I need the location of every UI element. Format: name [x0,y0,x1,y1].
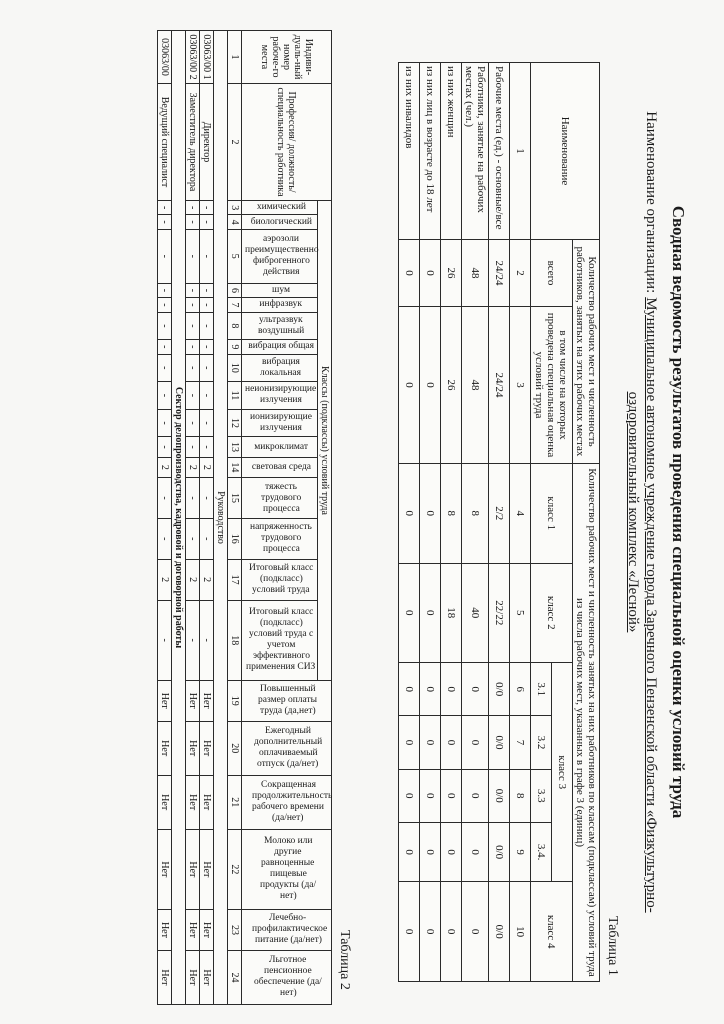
t1-cell: 0 [441,769,462,822]
t2-header-factor-text: неионизирующие излучения [245,384,317,406]
t2-colnum: 7 [228,298,242,312]
t1-colnum: 1 [510,63,531,240]
t1-cell: 0 [399,563,420,663]
t2-colnum: 1 [228,31,242,84]
t2-colnum: 2 [228,84,242,201]
t2-cell: - [186,600,200,680]
t2-row [158,31,172,1005]
t1-cell: 0 [420,563,441,663]
t2-colnum: 15 [228,478,242,519]
t1-cell: 0/0 [489,822,510,881]
workplace-table [157,30,332,1005]
t2-header-factor-2 [242,215,318,229]
t1-cell: 18 [441,563,462,663]
t2-cell: - [186,312,200,340]
t1-cell: 0 [420,822,441,881]
t2-cell: - [158,382,172,410]
t2-header-factor-5 [242,298,318,312]
t2-row [186,31,200,1005]
t2-cell: Нет [158,829,172,909]
t2-header-factor-text: биологический [250,216,312,227]
t1-cell: 0 [399,822,420,881]
t1-colnum: 2 [510,240,531,307]
t1-cell: 0 [420,307,441,464]
t2-cell: - [158,298,172,312]
t2-cell: 2 [158,457,172,477]
t1-cell: 24/24 [489,307,510,464]
t2-section-name: Сектор делопроизводства, кадровой и договорной работы [172,31,186,1005]
t2-colnum: 16 [228,518,242,559]
t2-cell: Нет [200,680,214,721]
t2-colnum: 3 [228,201,242,215]
t1-header-count-group: Количество рабочих мест и численность работников, занятых на этих рабочих местах [573,240,600,464]
t1-colnum: 6 [510,663,531,716]
summary-table [398,62,600,982]
t2-colnum: 20 [228,721,242,775]
t1-cell: 0 [420,240,441,307]
t2-cell: - [200,518,214,559]
t1-cell: 0 [399,663,420,716]
t1-cell: 0 [399,240,420,307]
organization-name: Муниципальное автономное учреждение города Заречного Пензенской области «Физкультурно-оздоровительный комплекс «Лесной» [625,297,659,913]
t2-header-factor-text: напряженность трудового процесса [250,522,312,555]
t2-cell: - [158,283,172,297]
t2-cell: - [158,409,172,437]
t2-header-factor-text: вибрация локальная [260,356,302,378]
t2-header-id: Индиви-дуаль-ный номер рабоче-го места [242,31,332,84]
t1-cell: 0 [462,882,489,982]
t2-header-factor-10 [242,409,318,437]
t2-header-factor-text: тяжесть трудового процесса [260,481,302,514]
t2-section-name: Руководство [214,31,228,1005]
t2-header-classes-group: Классы (подклассы) условий труда [318,201,332,681]
t2-colnum: 12 [228,409,242,437]
t2-header-factor-21: Лечебно-профилактическое питание (да/нет) [242,910,332,951]
t1-cell: 8 [462,464,489,564]
t2-cell: - [186,229,200,283]
t2-colnum: 14 [228,457,242,477]
t2-cell: - [158,229,172,283]
t1-header-class3: класс 3 [552,663,573,882]
t1-cell: 0 [441,663,462,716]
t2-cell: - [186,283,200,297]
t1-cell: 0 [399,716,420,769]
t1-cell: 48 [462,240,489,307]
t2-cell: 2 [200,457,214,477]
t1-colnum: 7 [510,716,531,769]
t1-cell: 0 [441,716,462,769]
t2-column-numbers [228,31,242,1005]
t1-row [462,63,489,982]
t1-colnum: 3 [510,307,531,464]
organization-label: Наименование организации: [643,111,659,294]
t2-cell: 2 [200,559,214,600]
t2-cell: - [200,600,214,680]
t2-cell: - [158,600,172,680]
table2-label: Таблица 2 [337,930,352,990]
t2-cell: Нет [186,950,200,1004]
t2-cell: - [200,382,214,410]
t1-cell: 40 [462,563,489,663]
t2-row-profession: Директор [200,84,214,201]
t2-header-factor-11 [242,437,318,457]
t2-header-factor-13 [242,478,318,519]
t2-header-factor-16 [242,600,318,680]
t2-colnum: 10 [228,354,242,382]
t2-cell: - [158,312,172,340]
t2-colnum: 24 [228,950,242,1004]
t2-header-factor-6 [242,312,318,340]
t1-header-c32: 3.2 [531,716,552,769]
t2-header-factor-3 [242,229,318,283]
t1-header-c31: 3.1 [531,663,552,716]
t2-row [200,31,214,1005]
t2-colnum: 4 [228,215,242,229]
t2-header-factor-18: Ежегодный дополнительный оплачиваемый отпуск (да/нет) [242,721,332,775]
t1-row [441,63,462,982]
t1-header-sout: в том числе на которых проведена специальная оценка условий труда [531,307,573,464]
t1-cell: 0 [420,716,441,769]
t1-row-name: из них лиц в возрасте до 18 лет [420,63,441,240]
t2-cell: - [200,409,214,437]
t2-cell: - [200,437,214,457]
t2-header-factor-text: Итоговый класс (подкласс) условий труда [248,563,314,596]
t2-colnum: 22 [228,829,242,909]
t2-colnum: 18 [228,600,242,680]
t2-colnum: 23 [228,910,242,951]
t1-cell: 24/24 [489,240,510,307]
t2-colnum: 17 [228,559,242,600]
t2-cell: - [200,312,214,340]
t2-cell: - [200,283,214,297]
t2-row-id: 03063/00 1 [200,31,214,84]
t1-cell: 0 [399,882,420,982]
t2-colnum: 11 [228,382,242,410]
t2-cell: 2 [186,457,200,477]
organization-line [624,62,660,962]
t2-cell: Нет [200,775,214,829]
document-title: Сводная ведомость результатов проведения специальной оценки условий труда [669,205,688,819]
t1-cell: 26 [441,240,462,307]
t1-colnum: 4 [510,464,531,564]
t2-cell: - [186,354,200,382]
t2-header-factor-text: инфразвук [259,299,303,310]
t1-cell: 0/0 [489,663,510,716]
t2-cell: Нет [158,910,172,951]
t2-cell: Нет [200,910,214,951]
t2-row-profession: Ведущий специалист [158,84,172,201]
t1-cell: 0 [462,663,489,716]
t2-cell: Нет [158,950,172,1004]
t2-header-factor-text: шум [272,284,290,295]
t1-header-class-group: Количество рабочих мест и численность занятых на них работников по классам (подклассам) условий труда из числа рабочих мест, указанных в графе 3 (единиц) [573,464,600,982]
t2-cell: - [200,354,214,382]
t2-cell: - [186,409,200,437]
t2-cell: 2 [158,559,172,600]
t2-header-factor-7 [242,340,318,354]
t1-colnum: 9 [510,822,531,881]
t1-row [399,63,420,982]
t2-cell: - [158,478,172,519]
t1-header-c34: 3.4. [531,822,552,881]
t1-cell: 0 [420,769,441,822]
t1-cell: 0 [420,882,441,982]
t2-header-factor-1 [242,201,318,215]
t2-cell: - [186,518,200,559]
t1-row [420,63,441,982]
t2-row-profession: Заместитель директора [186,84,200,201]
t2-header-factor-text: ультразвук воздушный [257,314,305,336]
t2-cell: - [200,478,214,519]
t2-cell: Нет [200,721,214,775]
t1-row-name: Работники, занятые на рабочих местах (чел.) [462,63,489,240]
t2-header-factor-text: вибрация общая [248,341,314,352]
t2-row-id: 03063/00 [158,31,172,84]
t2-cell: - [186,201,200,215]
t2-section-row [172,31,186,1005]
t1-cell: 0 [399,769,420,822]
document-heading [620,62,688,962]
t2-cell: Нет [186,775,200,829]
t2-header-factor-4 [242,283,318,297]
t1-row [489,63,510,982]
t2-section-row [214,31,228,1005]
t1-cell: 0 [462,769,489,822]
t2-cell: - [158,354,172,382]
t1-column-numbers [510,63,531,982]
t2-header-factor-text: Итоговый класс (подкласс) условий труда с учетом эффективного применения СИЗ [246,607,316,673]
t1-cell: 0 [462,822,489,881]
t2-colnum: 19 [228,680,242,721]
t2-header-factor-text: микроклимат [254,441,308,452]
t2-cell: - [158,518,172,559]
t2-cell: - [186,437,200,457]
t2-cell: - [186,478,200,519]
t2-cell: - [186,382,200,410]
t1-cell: 0 [441,882,462,982]
t2-colnum: 21 [228,775,242,829]
t1-cell: 0 [462,716,489,769]
t2-header-factor-8 [242,354,318,382]
t2-cell: - [200,229,214,283]
t1-row-name: из них инвалидов [399,63,420,240]
t2-cell: - [200,340,214,354]
t2-header-factor-text: химический [256,202,306,213]
table1-label: Таблица 1 [605,916,620,976]
t2-cell: Нет [158,775,172,829]
t1-cell: 0 [399,464,420,564]
t2-header-factor-text: аэрозоли преимущественно фиброгенного действия [245,234,319,278]
t1-colnum: 10 [510,882,531,982]
t2-colnum: 13 [228,437,242,457]
t2-row-id: 03063/00 2 [186,31,200,84]
t2-cell: - [158,215,172,229]
t1-header-class2: класс 2 [531,563,573,663]
t2-cell: Нет [200,950,214,1004]
t2-cell: - [200,215,214,229]
t1-cell: 0/0 [489,769,510,822]
t1-cell: 0 [441,822,462,881]
t2-cell: - [158,201,172,215]
t1-cell: 26 [441,307,462,464]
t2-cell: - [158,437,172,457]
t1-header-class1: класс 1 [531,464,573,564]
t1-cell: 2/2 [489,464,510,564]
t2-cell: 2 [186,559,200,600]
t2-cell: - [186,340,200,354]
t1-cell: 0 [399,307,420,464]
t1-header-c33: 3.3 [531,769,552,822]
t1-cell: 0 [420,663,441,716]
t2-header-factor-22: Льготное пенсионное обеспечение (да/нет) [242,950,332,1004]
t2-header-profession: Профессия/ должность/ специальность работника [242,84,332,201]
t2-colnum: 9 [228,340,242,354]
t2-header-factor-15 [242,559,318,600]
t1-colnum: 5 [510,563,531,663]
t1-header-name: Наименование [531,63,600,240]
t2-cell: Нет [158,721,172,775]
t2-cell: - [200,201,214,215]
t1-row-name: из них женщин [441,63,462,240]
t2-cell: - [158,340,172,354]
t1-cell: 0 [420,464,441,564]
t2-header-factor-text: световая среда [251,461,311,472]
t2-header-factor-text: ионизирующие излучения [250,412,312,434]
t2-header-factor-9 [242,382,318,410]
t2-header-factor-17: Повышенный размер оплаты труда (да,нет) [242,680,332,721]
t2-cell: - [186,215,200,229]
t1-cell: 48 [462,307,489,464]
t2-header-factor-19: Сокращенная продолжительность рабочего времени (да/нет) [242,775,332,829]
t1-cell: 8 [441,464,462,564]
t2-colnum: 5 [228,229,242,283]
t2-cell: Нет [200,829,214,909]
t1-cell: 0/0 [489,882,510,982]
t2-colnum: 6 [228,283,242,297]
t2-cell: Нет [186,680,200,721]
t1-header-total: всего [531,240,573,307]
t1-cell: 0/0 [489,716,510,769]
t2-header-factor-12 [242,457,318,477]
t2-cell: Нет [158,680,172,721]
t2-cell: Нет [186,910,200,951]
t2-cell: - [186,298,200,312]
t2-colnum: 8 [228,312,242,340]
t2-cell: - [200,298,214,312]
t1-header-class4: класс 4 [531,882,573,982]
t2-cell: Нет [186,721,200,775]
t2-header-factor-14 [242,518,318,559]
t1-row-name: Рабочие места (ед.) - основные/все [489,63,510,240]
t1-cell: 22/22 [489,563,510,663]
t2-cell: Нет [186,829,200,909]
t1-colnum: 8 [510,769,531,822]
t2-header-factor-20: Молоко или другие равноценные пищевые продукты (да/нет) [242,829,332,909]
